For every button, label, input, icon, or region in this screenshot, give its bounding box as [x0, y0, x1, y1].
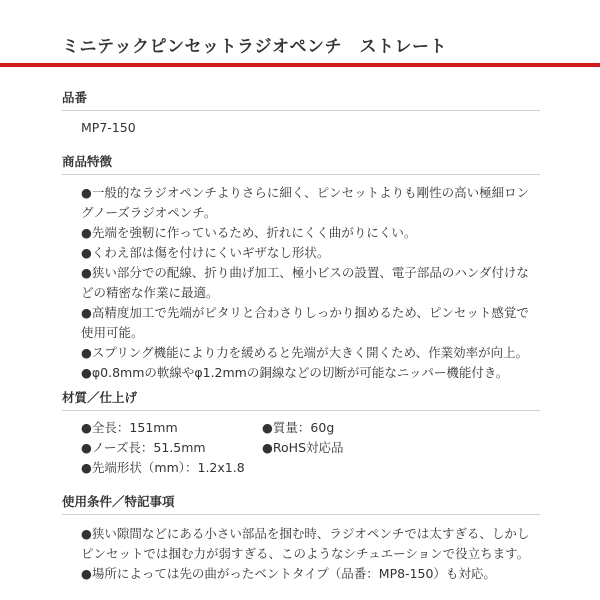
features-heading: 商品特徴	[62, 154, 113, 169]
section-divider	[62, 174, 540, 175]
title-accent-bar	[0, 63, 600, 67]
spec-nose-length: ●ノーズ長：51.5mm	[81, 440, 206, 455]
feature-line: 使用可能。	[81, 325, 144, 340]
section-divider	[62, 410, 540, 411]
usage-line: ●狭い隙間などにある小さい部品を掴む時、ラジオペンチでは太すぎる、しかし	[81, 526, 530, 541]
feature-line: ●狭い部分での配線、折り曲げ加工、極小ビスの設置、電子部品のハンダ付けな	[81, 265, 529, 280]
spec-rohs: ●RoHS対応品	[262, 440, 344, 455]
section-divider	[62, 110, 540, 111]
part-number-heading: 品番	[62, 90, 88, 105]
spec-tip-shape: ●先端形状（mm）：1.2x1.8	[81, 460, 245, 475]
feature-line: グノーズラジオペンチ。	[81, 205, 217, 220]
spec-weight: ●質量：60g	[262, 420, 335, 435]
page-title: ミニテックピンセットラジオペンチ ストレート	[62, 37, 447, 57]
section-divider	[62, 514, 540, 515]
usage-line: ピンセットでは掴む力が弱すぎる、このようなシチュエーションで役立ちます。	[81, 546, 530, 561]
feature-line: ●一般的なラジオペンチよりさらに細く、ピンセットよりも剛性の高い極細ロン	[81, 185, 530, 200]
feature-line: どの精密な作業に最適。	[81, 285, 219, 300]
feature-line: ●φ0.8mmの軟線やφ1.2mmの銅線などの切断が可能なニッパー機能付き。	[81, 365, 509, 380]
part-number-value: MP7-150	[81, 120, 136, 135]
feature-line: ●先端を強靭に作っているため、折れにくく曲がりにくい。	[81, 225, 417, 240]
usage-line: ●場所によっては先の曲がったベントタイプ（品番：MP8-150）も対応。	[81, 566, 496, 581]
feature-line: ●くわえ部は傷を付けにくいギザなし形状。	[81, 245, 330, 260]
material-heading: 材質／仕上げ	[62, 390, 138, 405]
usage-heading: 使用条件／特記事項	[62, 494, 175, 509]
feature-line: ●スプリング機能により力を緩めると先端が大きく開くため、作業効率が向上。	[81, 345, 529, 360]
spec-length: ●全長：151mm	[81, 420, 178, 435]
feature-line: ●高精度加工で先端がピタリと合わさりしっかり掴めるため、ピンセット感覚で	[81, 305, 529, 320]
